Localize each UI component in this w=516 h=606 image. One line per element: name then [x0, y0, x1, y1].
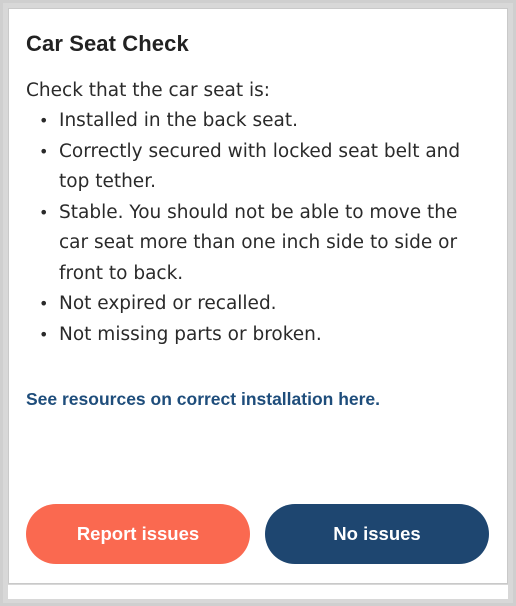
bullet-icon: • — [39, 202, 49, 222]
list-item — [26, 289, 476, 320]
list-item-text: Correctly secured with locked seat belt and top tether. — [59, 140, 461, 192]
bottom-strip — [8, 585, 508, 599]
list-item-text: Not expired or recalled. — [59, 293, 277, 314]
car-seat-check-card — [8, 8, 508, 584]
list-item-text: Not missing parts or broken. — [59, 323, 322, 345]
list-item-text: Installed in the back seat. — [59, 110, 299, 131]
bullet-icon: • — [39, 324, 49, 344]
installation-resources-link[interactable]: See resources on correct installation here. — [26, 389, 381, 409]
report-issues-button[interactable]: Report issues — [26, 504, 250, 564]
intro-text: Check that the car seat is: — [26, 80, 270, 101]
list-item — [26, 106, 476, 137]
list-item-text: Stable. You should not be able to move the car seat more than one inch side to side or front to back. — [59, 201, 458, 284]
checklist — [26, 106, 476, 350]
no-issues-button[interactable]: No issues — [265, 504, 489, 564]
card-title: Car Seat Check — [26, 31, 189, 56]
list-item — [26, 137, 476, 198]
bullet-icon: • — [39, 294, 49, 313]
list-item — [26, 320, 476, 351]
bullet-icon: • — [39, 141, 49, 161]
bullet-icon: • — [39, 111, 49, 130]
list-item — [26, 198, 476, 290]
